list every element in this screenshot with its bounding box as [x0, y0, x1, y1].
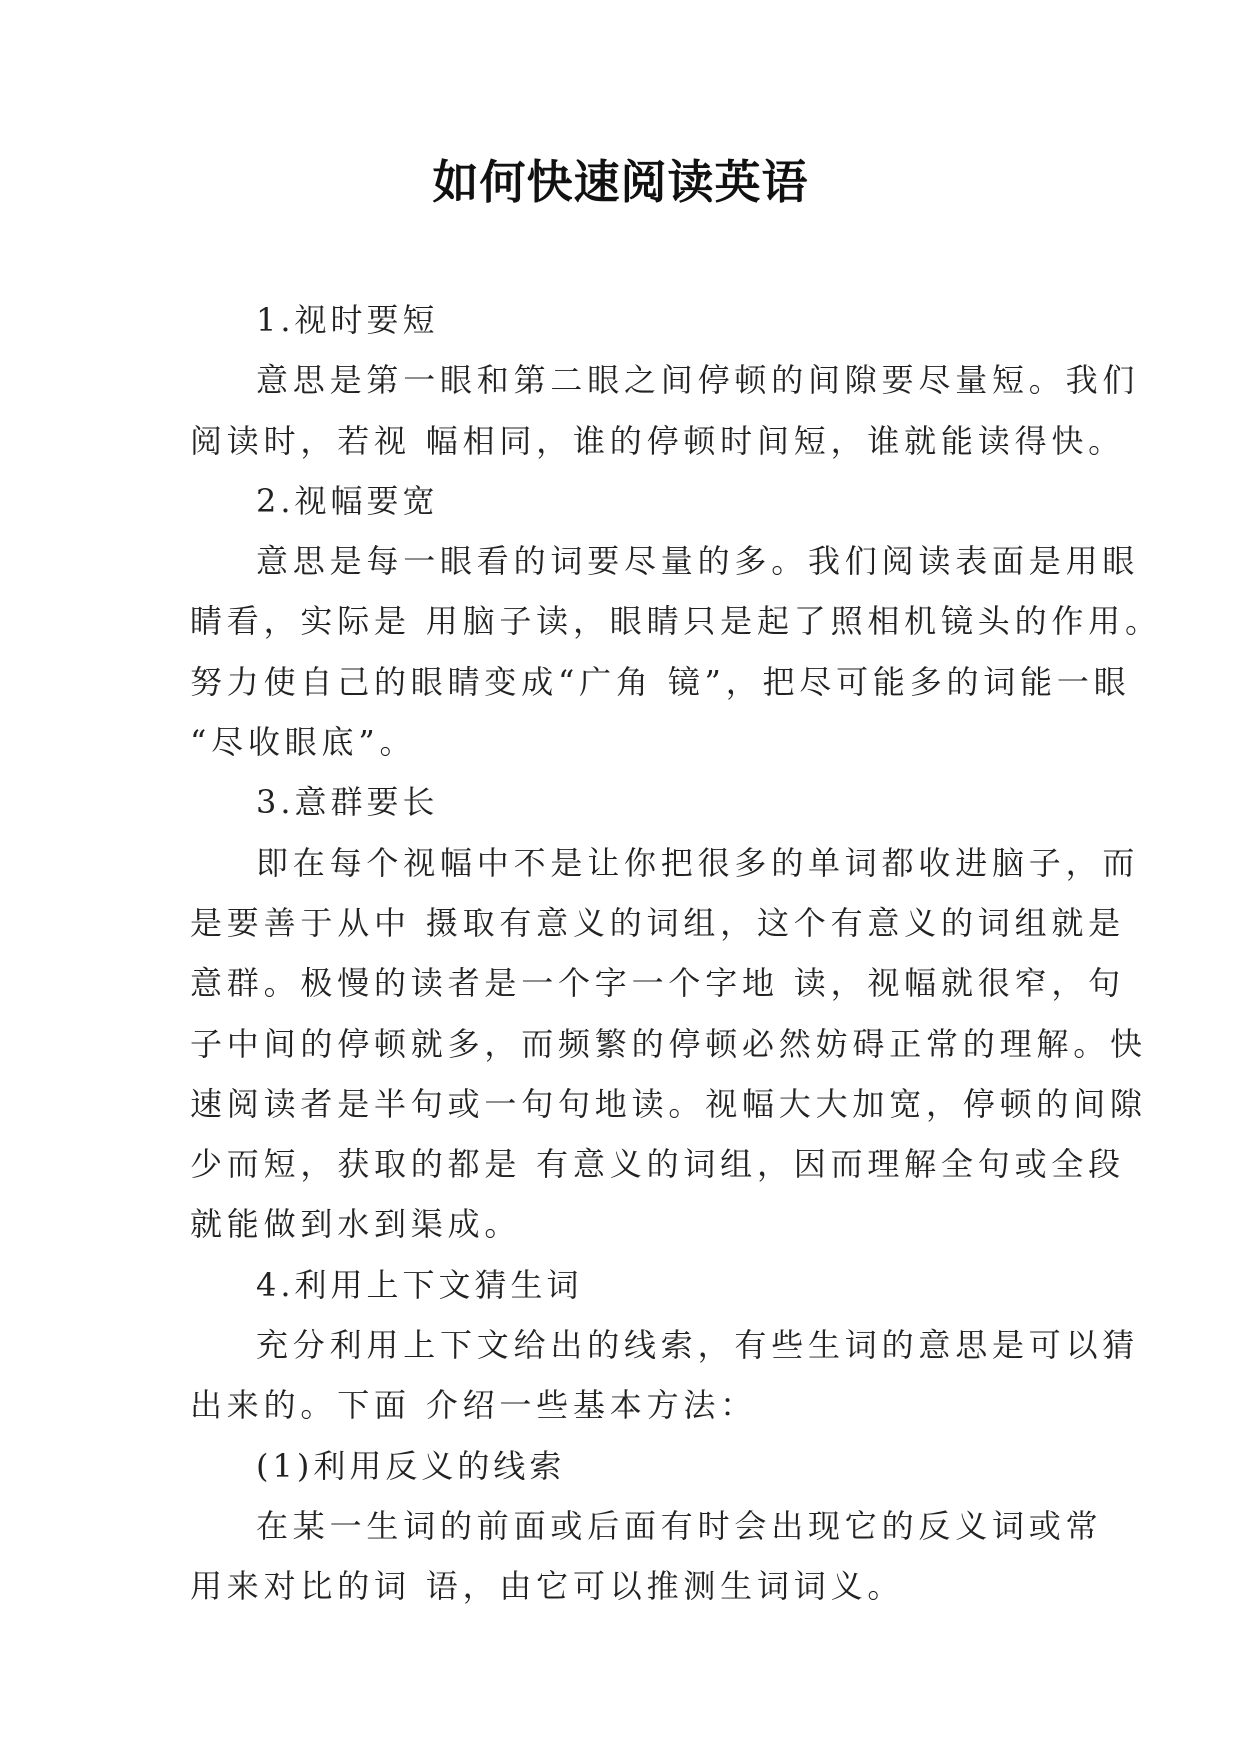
paragraph-line: 意思是每一眼看的词要尽量的多。我们阅读表面是用眼 — [256, 542, 1140, 581]
paragraph-line: 意思是第一眼和第二眼之间停顿的间隙要尽量短。我们 — [256, 361, 1140, 400]
paragraph-line: 意群。极慢的读者是一个字一个字地 读，视幅就很窄，句 — [190, 964, 1125, 1003]
section-heading: 4.利用上下文猜生词 — [256, 1265, 583, 1304]
paragraph-line: 少而短，获取的都是 有意义的词组，因而理解全句或全段 — [190, 1145, 1125, 1184]
document-title: 如何快速阅读英语 — [432, 155, 809, 209]
paragraph-line: “尽收眼底”。 — [190, 723, 417, 762]
paragraph-line: 在某一生词的前面或后面有时会出现它的反义词或常 — [256, 1506, 1103, 1545]
paragraph-line: 就能做到水到渠成。 — [190, 1205, 522, 1244]
section-heading: 3.意群要长 — [256, 783, 439, 822]
paragraph-line: 出来的。下面 介绍一些基本方法： — [190, 1386, 757, 1425]
document-body — [190, 290, 1162, 1617]
paragraph-line: 努力使自己的眼睛变成“广角 镜”，把尽可能多的词能一眼 — [190, 662, 1131, 701]
section-heading: (1)利用反义的线索 — [256, 1446, 566, 1485]
paragraph-line: 充分利用上下文给出的线索，有些生词的意思是可以猜 — [256, 1326, 1140, 1365]
paragraph-line: 速阅读者是半句或一句句地读。视幅大大加宽，停顿的间隙 — [190, 1084, 1147, 1123]
paragraph-line: 是要善于从中 摄取有意义的词组，这个有意义的词组就是 — [190, 903, 1125, 942]
paragraph-line: 即在每个视幅中不是让你把很多的单词都收进脑子，而 — [256, 843, 1140, 882]
paragraph-line: 用来对比的词 语，由它可以推测生词词义。 — [190, 1567, 905, 1606]
section-heading: 1.视时要短 — [256, 301, 439, 339]
section-heading: 2.视幅要宽 — [256, 481, 439, 520]
paragraph-line: 子中间的停顿就多，而频繁的停顿必然妨碍正常的理解。快 — [190, 1024, 1147, 1063]
paragraph-line: 阅读时，若视 幅相同，谁的停顿时间短，谁就能读得快。 — [190, 421, 1125, 460]
paragraph-line: 睛看，实际是 用脑子读，眼睛只是起了照相机镜头的作用。 — [190, 602, 1162, 641]
